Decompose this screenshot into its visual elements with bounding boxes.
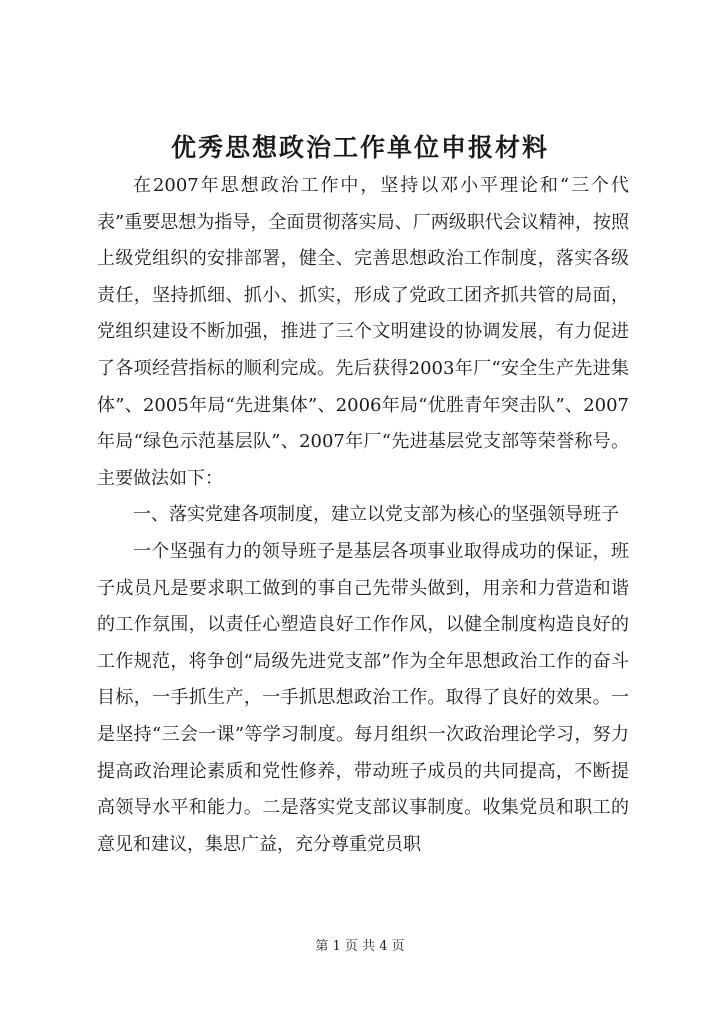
page-footer [0, 938, 720, 956]
paragraph-intro: 在2007年思想政治工作中，坚持以邓小平理论和“三个代表”重要思想为指导，全面贯彻落实局、厂两级职代会议精神，按照上级党组织的安排部署，健全、完善思想政治工作制度，落实各级责任，坚持抓细、抓小、抓实，形成了党政工团齐抓共管的局面，党组织建设不断加强，推进了三个文明建设的协调发展，有力促进了各项经营指标的顺利完成。先后获得2003年厂“安全生产先进集体”、2005年局“先进集体”、2006年局“优胜青年突击队”、2007年局“绿色示范基层队”、2007年厂“先进基层党支部等荣誉称号。主要做法如下： [97, 175, 629, 489]
document-title: 优秀思想政治工作单位申报材料 [170, 133, 549, 162]
page-number-indicator: 第 1 页 共 4 页 [315, 939, 405, 954]
paragraph-section-heading: 一、落实党建各项制度，建立以党支部为核心的坚强领导班子 [133, 504, 619, 526]
paragraph-section-body: 一个坚强有力的领导班子是基层各项事业取得成功的保证，班子成员凡是要求职工做到的事自己先带头做到，用亲和力营造和谐的工作氛围，以责任心塑造良好工作作风，以健全制度构造良好的工作规范，将争创“局级先进党支部”作为全年思想政治工作的奋斗目标，一手抓生产，一手抓思想政治工作。取得了良好的效果。一是坚持“三会一课”等学习制度。每月组织一次政治理论学习，努力提高政治理论素质和党性修养，带动班子成员的共同提高，不断提高领导水平和能力。二是落实党支部议事制度。收集党员和职工的意见和建议，集思广益，充分尊重党员职 [97, 540, 629, 855]
document-body [97, 168, 629, 863]
